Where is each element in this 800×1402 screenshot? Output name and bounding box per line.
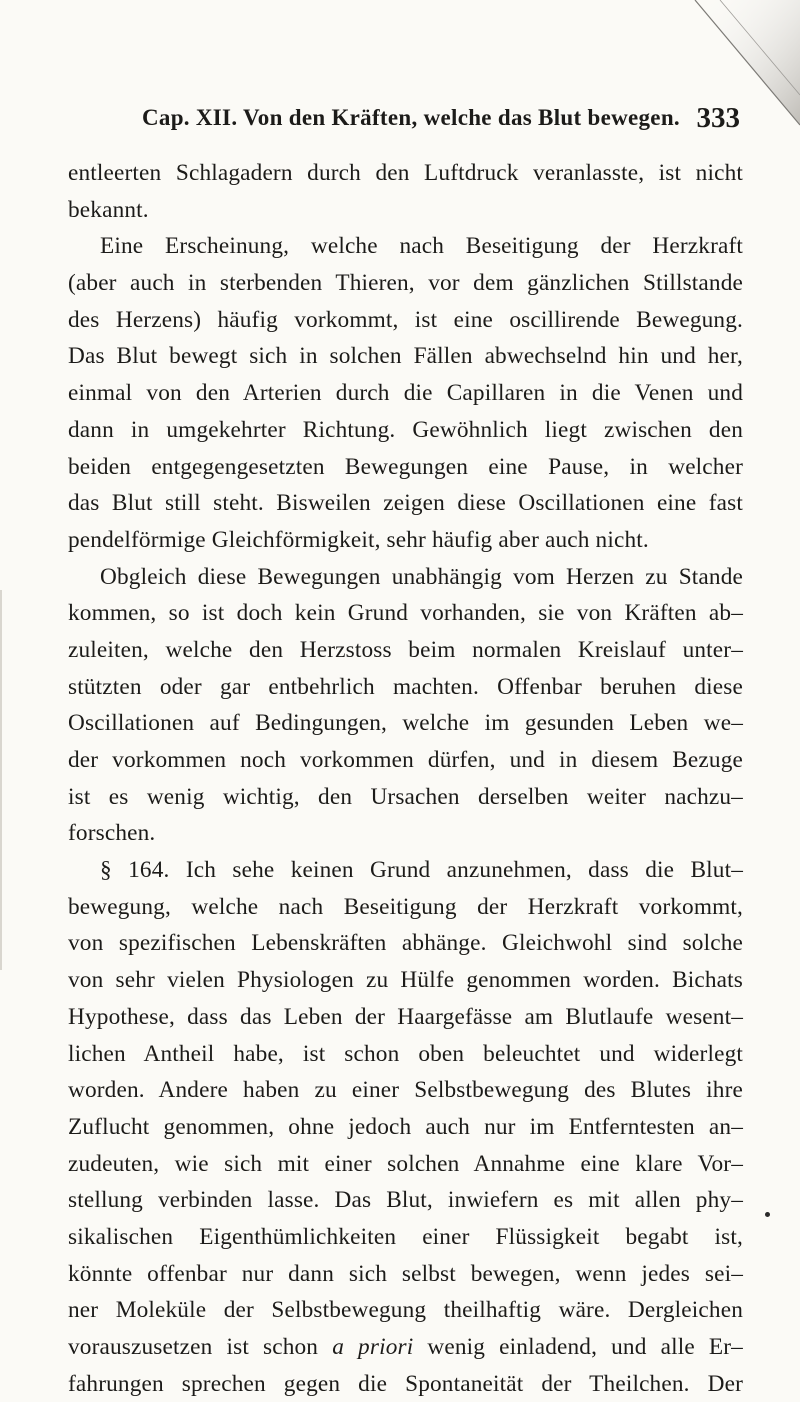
text-line: Eine Erscheinung, welche nach Beseitigung der Herzkraft — [100, 233, 743, 260]
text-line: Obgleich diese Bewegungen unabhängig vom Herzen zu Stande — [100, 563, 743, 590]
text-line: Oscillationen auf Bedingungen, welche im gesunden Leben we– — [68, 710, 743, 737]
text-line: Hypothese, dass das Leben der Haargefässe am Blutlaufe wesent– — [68, 1003, 743, 1030]
text-line: lichen Antheil habe, ist schon oben beleuchtet und widerlegt — [68, 1040, 743, 1067]
text-line: zudeuten, wie sich mit einer solchen Annahme eine klare Vor– — [68, 1150, 743, 1177]
text-line: dann in umgekehrter Richtung. Gewöhnlich liegt zwischen den — [68, 416, 743, 443]
text-line: bewegung, welche nach Beseitigung der Herzkraft vorkommt, — [68, 893, 743, 920]
page-number: 333 — [696, 102, 740, 134]
text-line: entleerten Schlagadern durch den Luftdruck veranlasste, ist nicht — [68, 160, 743, 186]
text-line: Zuflucht genommen, ohne jedoch auch nur im Entferntesten an– — [68, 1113, 743, 1140]
text-line: vorauszusetzen ist schon a priori wenig einladend, und alle Er– — [68, 1334, 743, 1360]
text-line: ner Moleküle der Selbstbewegung theilhaftig wäre. Dergleichen — [68, 1297, 743, 1324]
text-line: kommen, so ist doch kein Grund vorhanden, sie von Kräften ab– — [68, 600, 743, 627]
text-line: (aber auch in sterbenden Thieren, vor dem gänzlichen Stillstande — [68, 270, 743, 297]
text-line: einmal von den Arterien durch die Capillaren in die Venen und — [68, 380, 743, 407]
text-line: forschen. — [68, 820, 156, 847]
text-line: könnte offenbar nur dann sich selbst bewegen, wenn jedes sei– — [68, 1260, 743, 1287]
text-line: bekannt. — [68, 196, 149, 223]
running-header — [142, 102, 740, 145]
running-title: Cap. XII. Von den Kräften, welche das Blut bewegen. — [142, 105, 680, 130]
text-line: worden. Andere haben zu einer Selbstbewegung des Blutes ihre — [68, 1077, 743, 1104]
text-line: stellung verbinden lasse. Das Blut, inwiefern es mit allen phy– — [68, 1187, 743, 1214]
text-line: zuleiten, welche den Herzstoss beim normalen Kreislauf unter– — [68, 636, 743, 663]
text-line: des Herzens) häufig vorkommt, ist eine oscillirende Bewegung. — [68, 306, 743, 333]
text-line: von spezifischen Lebenskräften abhänge. Gleichwohl sind solche — [68, 930, 743, 957]
text-line: pendelförmige Gleichförmigkeit, sehr häufig aber auch nicht. — [68, 526, 649, 553]
text-line: beiden entgegengesetzten Bewegungen eine Pause, in welcher — [68, 453, 743, 480]
text-line: stützten oder gar entbehrlich machten. Offenbar beruhen diese — [68, 673, 743, 700]
text-line: sikalischen Eigenthümlichkeiten einer Flüssigkeit begabt ist, — [68, 1223, 743, 1250]
body-text — [68, 155, 743, 1402]
margin-dot — [765, 1212, 770, 1217]
text-line: fahrungen sprechen gegen die Spontaneität der Theilchen. Der — [68, 1370, 743, 1397]
text-line: der vorkommen noch vorkommen dürfen, und in diesem Bezuge — [68, 747, 743, 773]
text-line: ist es wenig wichtig, den Ursachen derselben weiter nachzu– — [68, 783, 743, 810]
text-line: von sehr vielen Physiologen zu Hülfe genommen worden. Bichats — [68, 967, 743, 994]
text-line: Das Blut bewegt sich in solchen Fällen abwechselnd hin und her, — [68, 343, 743, 370]
margin-edge — [0, 590, 2, 970]
text-line: das Blut still steht. Bisweilen zeigen diese Oscillationen eine fast — [68, 490, 743, 517]
text-line: § 164. Ich sehe keinen Grund anzunehmen, dass die Blut– — [100, 857, 743, 884]
